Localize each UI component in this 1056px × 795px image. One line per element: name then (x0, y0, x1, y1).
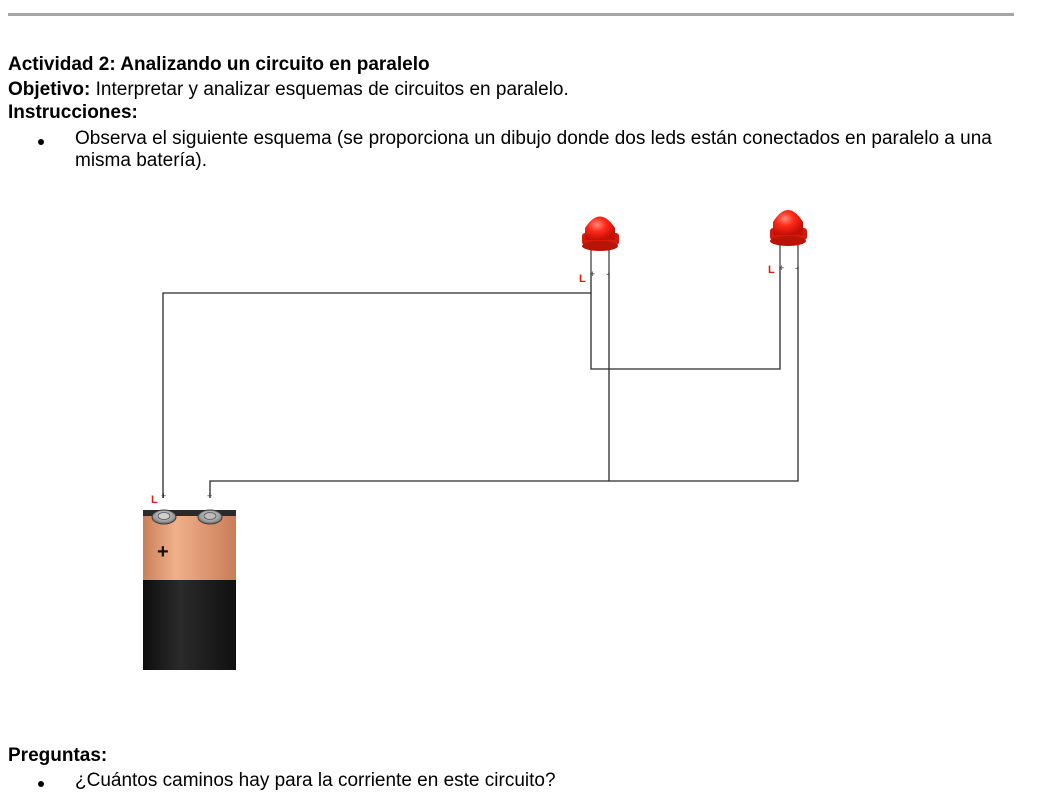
activity-title: Actividad 2: Analizando un circuito en paralelo (8, 54, 430, 75)
led2-negative-mark: L (768, 264, 775, 276)
objective-text: Interpretar y analizar esquemas de circuitos en paralelo. (90, 79, 569, 100)
questions-label: Preguntas: (8, 745, 108, 766)
instructions-label: Instrucciones: (8, 102, 138, 123)
question-item: ¿Cuántos caminos hay para la corriente en este circuito? (75, 770, 556, 791)
led-2 (768, 210, 807, 276)
led-1 (579, 217, 619, 286)
wire-led1-left-loop (591, 266, 780, 369)
led2-positive-mark: + (779, 263, 785, 273)
bullet-icon (38, 781, 44, 787)
led2-minus-mark: - (795, 263, 798, 273)
battery-neg-terminal-mark: + (161, 491, 167, 501)
battery (143, 491, 236, 670)
instruction-item: Observa el siguiente esquema (se proporciona un dibujo donde dos leds están conectados en paralelo a una misma batería). (75, 128, 992, 171)
objective-label: Objetivo: (8, 79, 91, 100)
wire-battery-pos-to-led2 (210, 266, 798, 498)
led1-positive-mark: + (590, 269, 596, 279)
led1-negative-mark: L (579, 273, 586, 285)
battery-negative-mark: L (151, 494, 158, 506)
circuit-wires (163, 266, 798, 498)
led1-minus-mark: - (606, 269, 609, 279)
wire-battery-neg-to-led1 (163, 272, 591, 498)
battery-pos-terminal-mark: + (207, 491, 213, 501)
battery-plus-label: + (157, 541, 169, 563)
